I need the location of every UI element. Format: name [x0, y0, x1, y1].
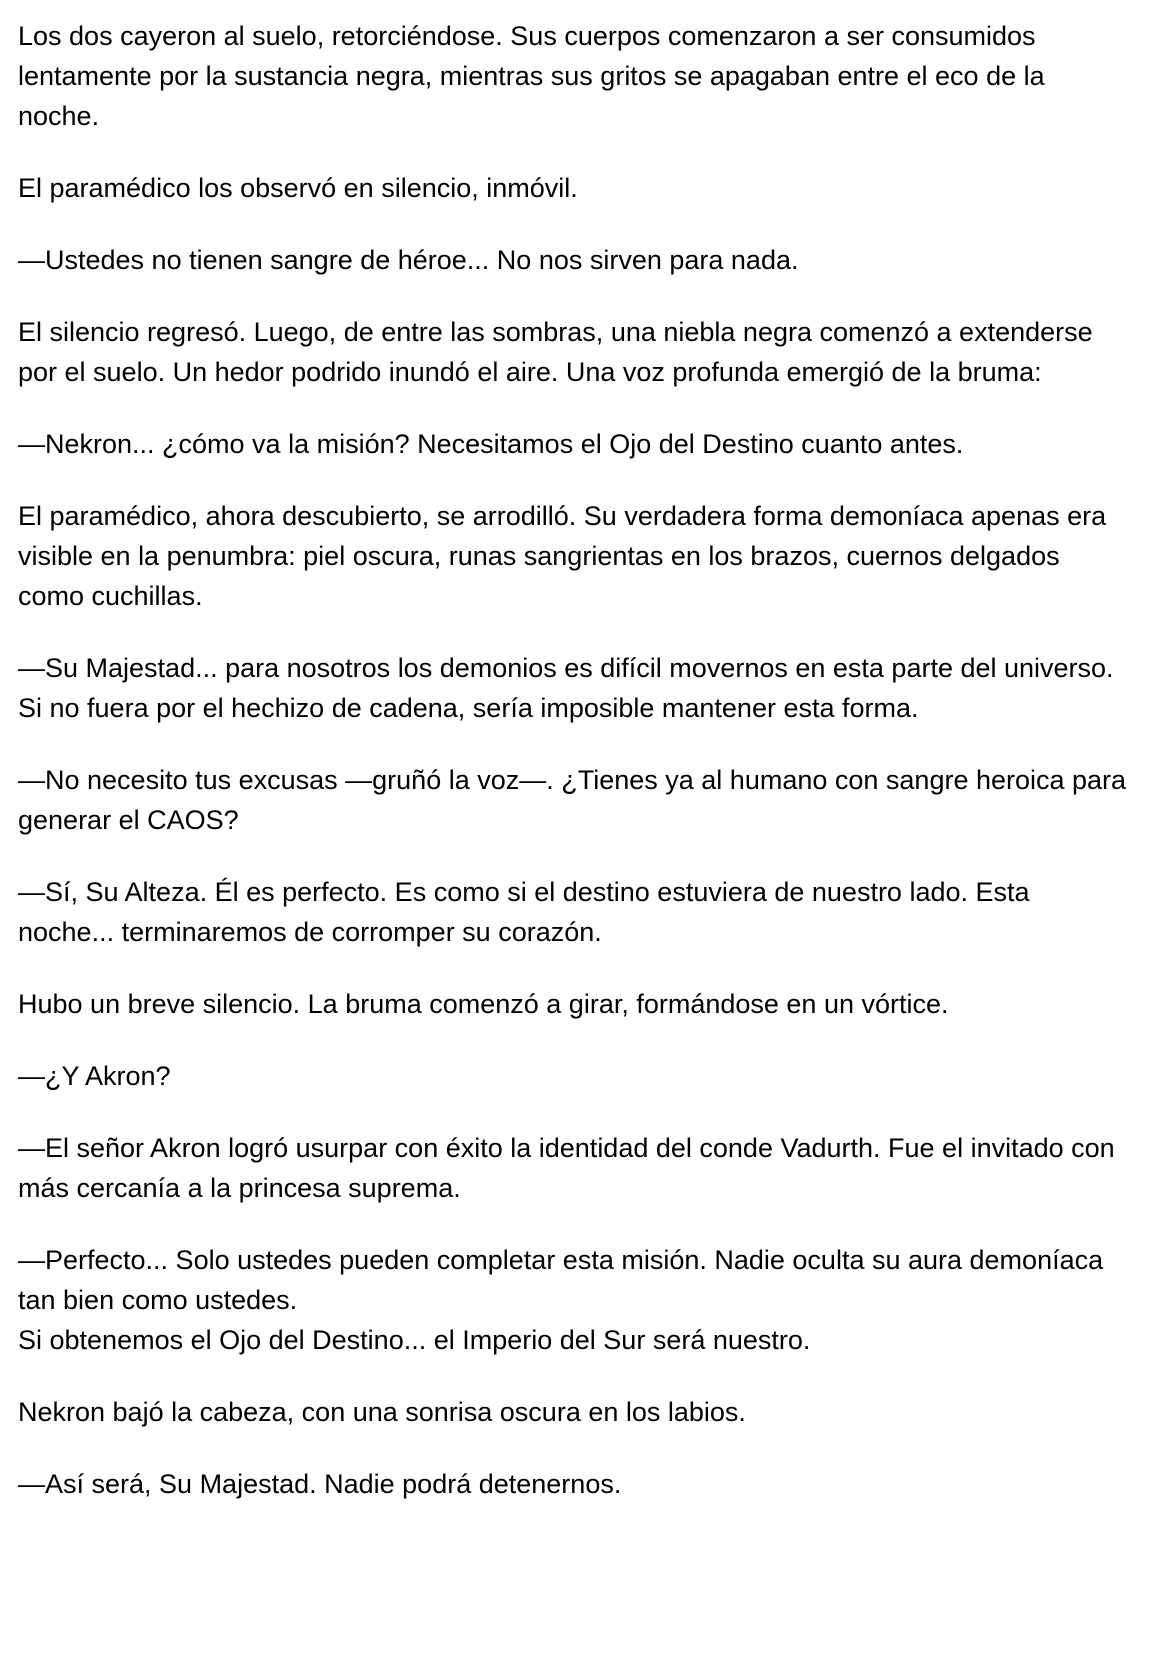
paragraph-10: Hubo un breve silencio. La bruma comenzó a girar, formándose en un vórtice. — [18, 989, 949, 1019]
paragraph-12: —El señor Akron logró usurpar con éxito la identidad del conde Vadurth. Fue el invitado con más cercanía a la princesa suprema. — [18, 1133, 1115, 1203]
paragraph-11: —¿Y Akron? — [18, 1061, 171, 1091]
paragraph-9: —Sí, Su Alteza. Él es perfecto. Es como si el destino estuviera de nuestro lado. Esta noche... terminaremos de corromper su corazón. — [18, 877, 1030, 947]
paragraph-14: Nekron bajó la cabeza, con una sonrisa oscura en los labios. — [18, 1397, 746, 1427]
paragraph-15: —Así será, Su Majestad. Nadie podrá detenernos. — [18, 1469, 622, 1499]
paragraph-3: —Ustedes no tienen sangre de héroe... No nos sirven para nada. — [18, 245, 799, 275]
paragraph-4: El silencio regresó. Luego, de entre las sombras, una niebla negra comenzó a extenderse por el suelo. Un hedor podrido inundó el aire. Una voz profunda emergió de la bruma: — [18, 317, 1093, 387]
paragraph-8: —No necesito tus excusas —gruñó la voz—. ¿Tienes ya al humano con sangre heroica para generar el CAOS? — [18, 765, 1127, 835]
paragraph-5: —Nekron... ¿cómo va la misión? Necesitamos el Ojo del Destino cuanto antes. — [18, 429, 964, 459]
paragraph-13: —Perfecto... Solo ustedes pueden completar esta misión. Nadie oculta su aura demoníaca tan bien como ustedes. Si obtenemos el Ojo del Destino... el Imperio del Sur será nuestro. — [18, 1245, 1104, 1355]
paragraph-7: —Su Majestad... para nosotros los demonios es difícil movernos en esta parte del universo. Si no fuera por el hechizo de cadena, sería imposible mantener esta forma. — [18, 653, 1114, 723]
paragraph-2: El paramédico los observó en silencio, inmóvil. — [18, 173, 578, 203]
paragraph-6: El paramédico, ahora descubierto, se arrodilló. Su verdadera forma demoníaca apenas era visible en la penumbra: piel oscura, runas sangrientas en los brazos, cuernos delgados como cuchillas. — [18, 501, 1107, 611]
paragraph-1: Los dos cayeron al suelo, retorciéndose. Sus cuerpos comenzaron a ser consumidos lentamente por la sustancia negra, mientras sus gritos se apagaban entre el eco de la noche. — [18, 21, 1045, 131]
